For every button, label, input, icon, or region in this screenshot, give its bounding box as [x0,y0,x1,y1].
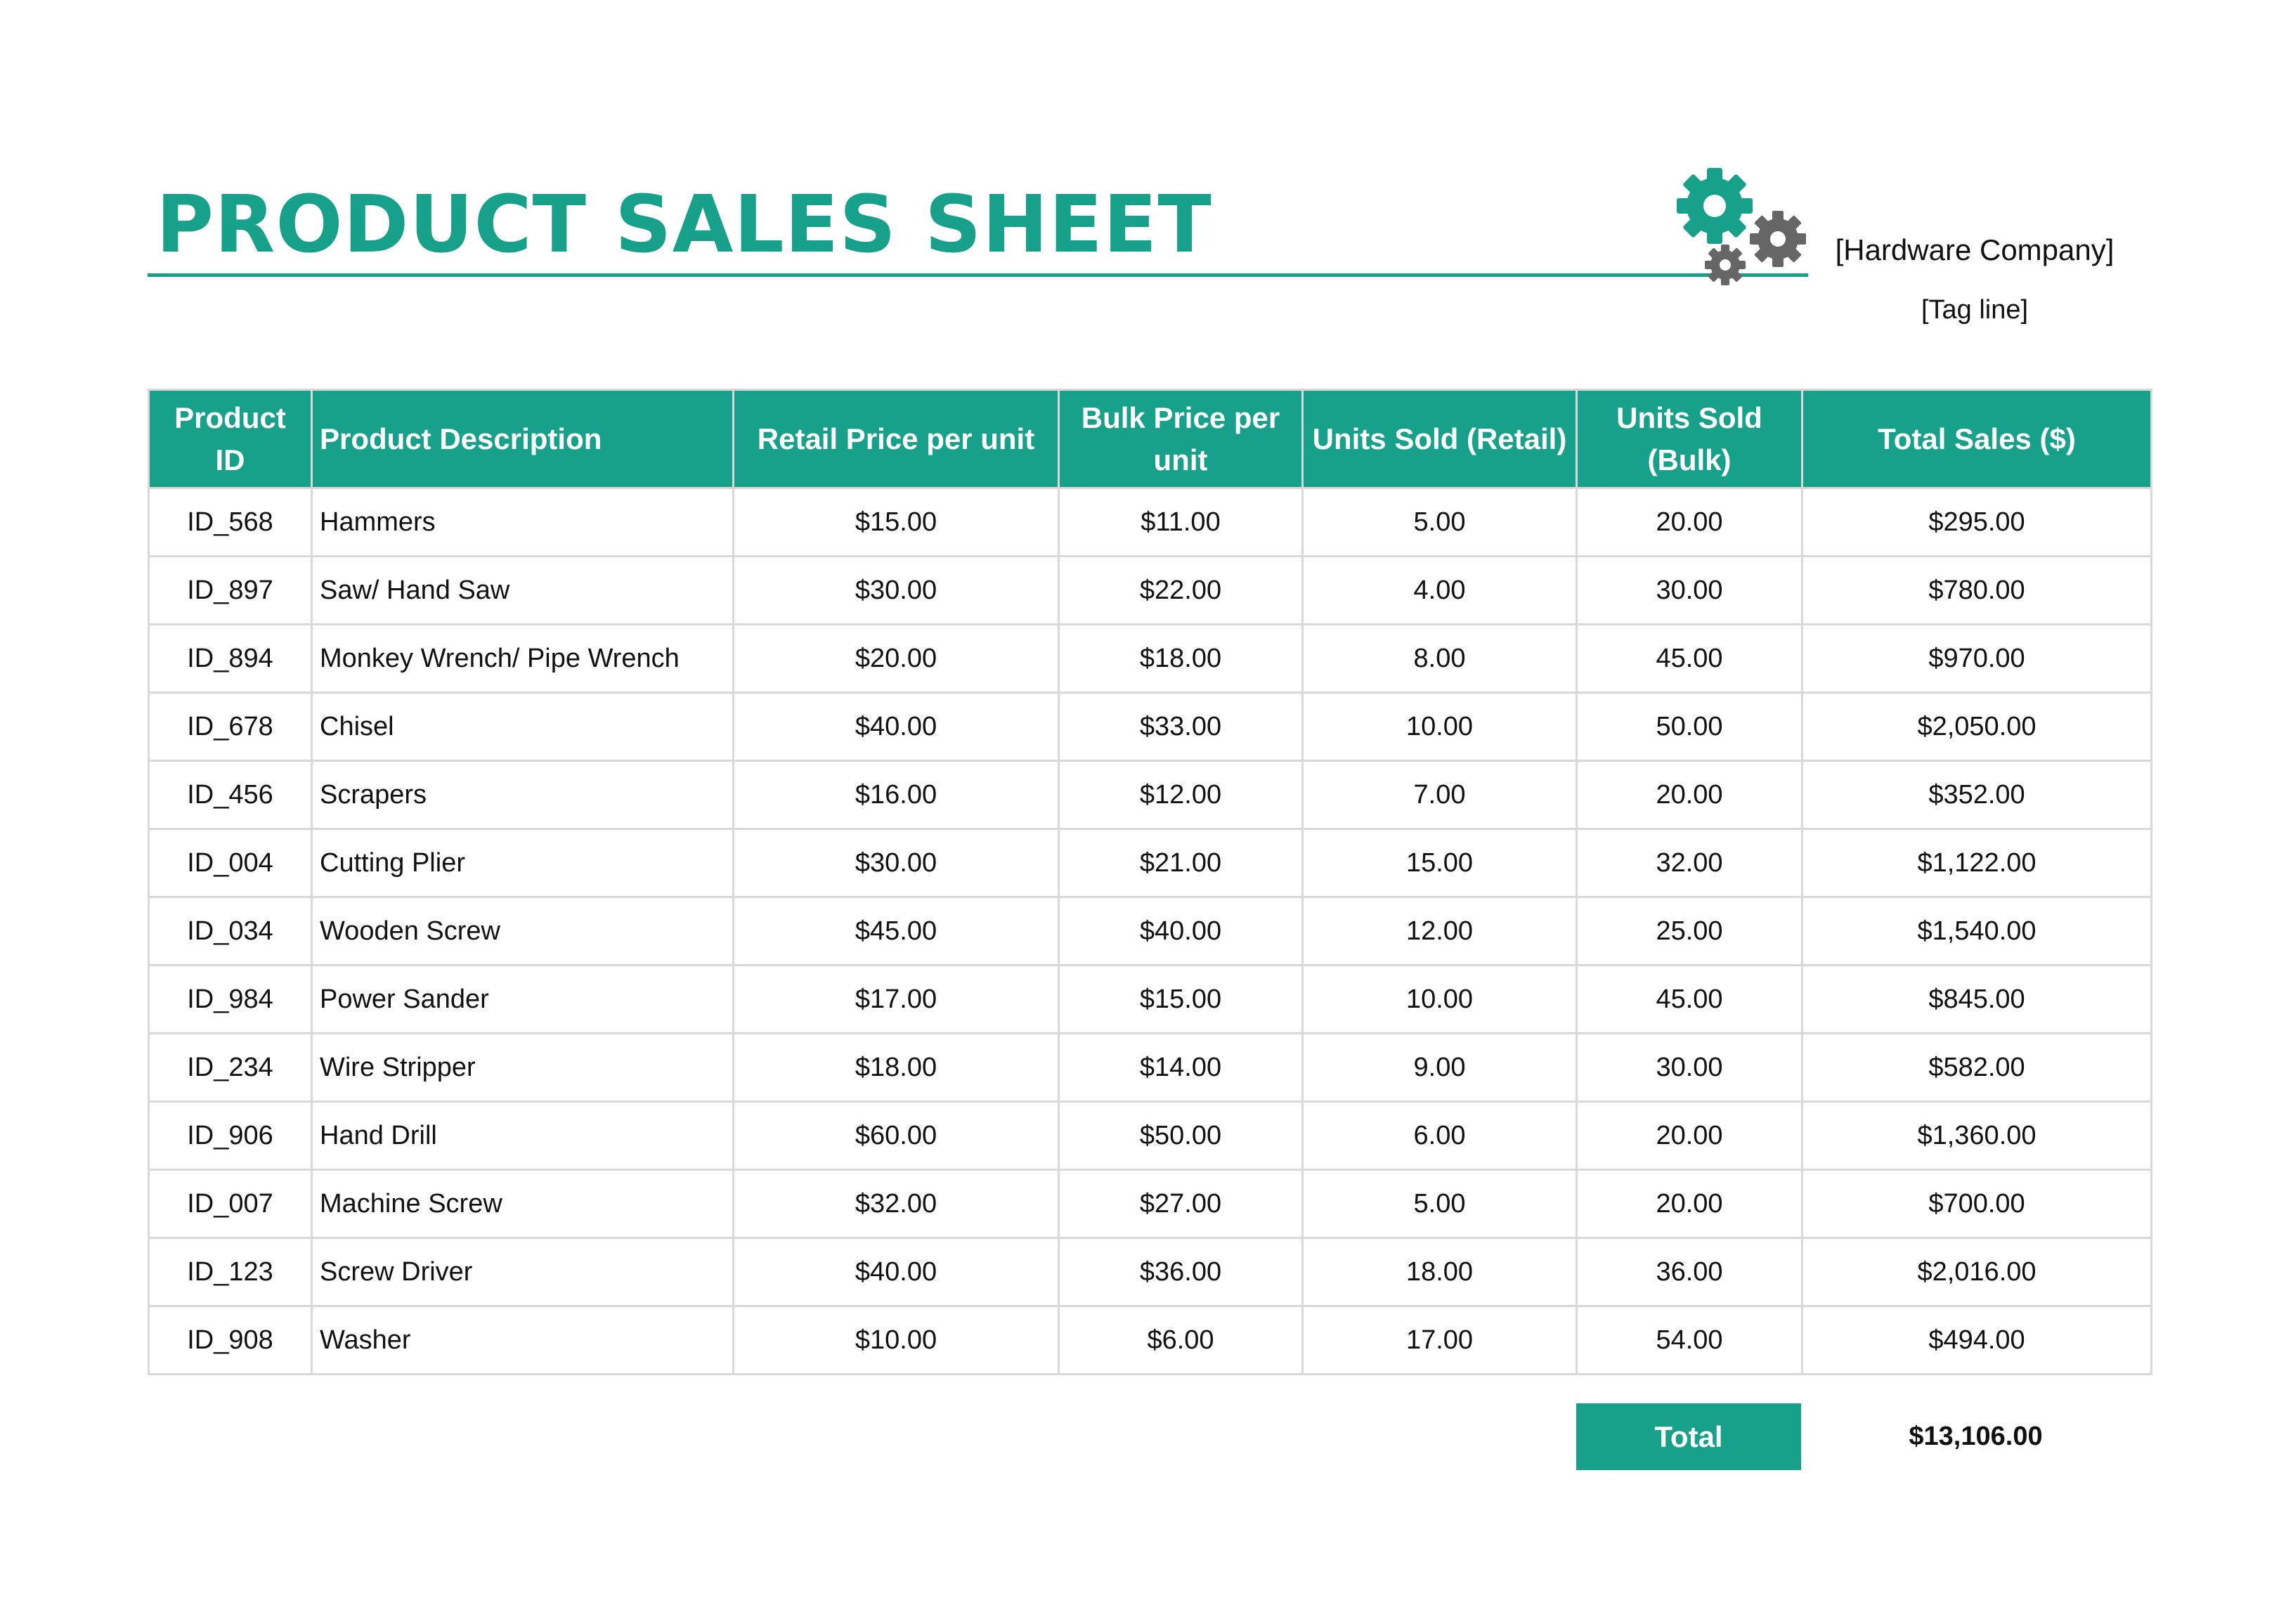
column-header-retail-price[interactable]: Retail Price per unit [734,390,1059,488]
cell-product-id[interactable]: ID_123 [149,1238,312,1306]
cell-units-sold-retail[interactable]: 17.00 [1303,1306,1577,1375]
column-header-units-sold-retail[interactable]: Units Sold (Retail) [1303,390,1577,488]
cell-units-sold-retail[interactable]: 9.00 [1303,1034,1577,1102]
cell-product-id[interactable]: ID_678 [149,693,312,761]
cell-product-description[interactable]: Chisel [312,693,734,761]
cell-bulk-price[interactable]: $12.00 [1059,761,1303,829]
cell-product-description[interactable]: Wooden Screw [312,897,734,966]
cell-units-sold-retail[interactable]: 10.00 [1303,966,1577,1034]
cell-bulk-price[interactable]: $50.00 [1059,1102,1303,1170]
cell-bulk-price[interactable]: $22.00 [1059,557,1303,625]
cell-product-id[interactable]: ID_568 [149,488,312,557]
cell-units-sold-bulk[interactable]: 45.00 [1577,966,1802,1034]
cell-product-id[interactable]: ID_984 [149,966,312,1034]
cell-product-description[interactable]: Cutting Plier [312,829,734,897]
company-name: [Hardware Company] [1835,233,2115,266]
column-header-product-id[interactable]: Product ID [149,390,312,488]
cell-retail-price[interactable]: $32.00 [734,1170,1059,1238]
cell-product-id[interactable]: ID_906 [149,1102,312,1170]
table-row [149,761,2152,829]
cell-product-description[interactable]: Hammers [312,488,734,557]
table-row [149,897,2152,966]
cell-total-sales[interactable]: $1,540.00 [1802,897,2152,966]
table-row [149,693,2152,761]
cell-units-sold-bulk[interactable]: 20.00 [1577,1170,1802,1238]
cell-retail-price[interactable]: $17.00 [734,966,1059,1034]
cell-total-sales[interactable]: $582.00 [1802,1034,2152,1102]
cell-units-sold-bulk[interactable]: 50.00 [1577,693,1802,761]
cell-product-description[interactable]: Wire Stripper [312,1034,734,1102]
column-header-total-sales[interactable]: Total Sales ($) [1802,390,2152,488]
cell-product-id[interactable]: ID_007 [149,1170,312,1238]
cell-product-description[interactable]: Machine Screw [312,1170,734,1238]
medium-gear-icon [1750,211,1806,267]
cell-total-sales[interactable]: $352.00 [1802,761,2152,829]
cell-units-sold-retail[interactable]: 5.00 [1303,1170,1577,1238]
cell-units-sold-bulk[interactable]: 20.00 [1577,761,1802,829]
table-row [149,557,2152,625]
cell-total-sales[interactable]: $970.00 [1802,625,2152,693]
total-value[interactable]: $13,106.00 [1909,1422,2043,1451]
cell-units-sold-bulk[interactable]: 36.00 [1577,1238,1802,1306]
cell-bulk-price[interactable]: $14.00 [1059,1034,1303,1102]
cell-units-sold-bulk[interactable]: 32.00 [1577,829,1802,897]
cell-bulk-price[interactable]: $6.00 [1059,1306,1303,1375]
cell-bulk-price[interactable]: $18.00 [1059,625,1303,693]
cell-units-sold-bulk[interactable]: 30.00 [1577,1034,1802,1102]
cell-product-description[interactable]: Screw Driver [312,1238,734,1306]
cell-product-id[interactable]: ID_897 [149,557,312,625]
cell-units-sold-bulk[interactable]: 30.00 [1577,557,1802,625]
cell-bulk-price[interactable]: $11.00 [1059,488,1303,557]
cell-total-sales[interactable]: $1,360.00 [1802,1102,2152,1170]
cell-bulk-price[interactable]: $27.00 [1059,1170,1303,1238]
cell-bulk-price[interactable]: $21.00 [1059,829,1303,897]
cell-units-sold-retail[interactable]: 7.00 [1303,761,1577,829]
cell-product-description[interactable]: Power Sander [312,966,734,1034]
table-header-row [149,390,2152,488]
cell-retail-price[interactable]: $18.00 [734,1034,1059,1102]
cell-units-sold-retail[interactable]: 4.00 [1303,557,1577,625]
cell-product-description[interactable]: Washer [312,1306,734,1375]
tagline: [Tag line] [1921,295,2029,325]
table-row [149,829,2152,897]
column-header-bulk-price[interactable]: Bulk Price per unit [1059,390,1303,488]
cell-retail-price[interactable]: $45.00 [734,897,1059,966]
cell-retail-price[interactable]: $10.00 [734,1306,1059,1375]
cell-total-sales[interactable]: $1,122.00 [1802,829,2152,897]
cell-total-sales[interactable]: $780.00 [1802,557,2152,625]
large-gear-icon [1677,168,1753,244]
cell-bulk-price[interactable]: $40.00 [1059,897,1303,966]
small-gear-icon [1705,245,1746,285]
cell-retail-price[interactable]: $30.00 [734,557,1059,625]
cell-units-sold-retail[interactable]: 5.00 [1303,488,1577,557]
column-header-units-sold-bulk[interactable]: Units Sold (Bulk) [1577,390,1802,488]
cell-bulk-price[interactable]: $36.00 [1059,1238,1303,1306]
cell-units-sold-bulk[interactable]: 45.00 [1577,625,1802,693]
cell-retail-price[interactable]: $40.00 [734,693,1059,761]
cell-retail-price[interactable]: $60.00 [734,1102,1059,1170]
column-header-product-description[interactable]: Product Description [312,390,734,488]
sales-table [148,389,2152,1375]
gears-icon [1665,158,1820,292]
cell-units-sold-retail[interactable]: 10.00 [1303,693,1577,761]
cell-units-sold-retail[interactable]: 8.00 [1303,625,1577,693]
cell-total-sales[interactable]: $2,016.00 [1802,1238,2152,1306]
cell-total-sales[interactable]: $494.00 [1802,1306,2152,1375]
cell-units-sold-bulk[interactable]: 54.00 [1577,1306,1802,1375]
cell-units-sold-retail[interactable]: 6.00 [1303,1102,1577,1170]
table-row [149,488,2152,557]
cell-product-id[interactable]: ID_894 [149,625,312,693]
page-title: PRODUCT SALES SHEET [156,179,1212,271]
table-row [149,1306,2152,1375]
cell-total-sales[interactable]: $845.00 [1802,966,2152,1034]
cell-units-sold-retail[interactable]: 18.00 [1303,1238,1577,1306]
cell-bulk-price[interactable]: $33.00 [1059,693,1303,761]
cell-product-id[interactable]: ID_234 [149,1034,312,1102]
table-row [149,1238,2152,1306]
total-label: Total [1576,1403,1801,1470]
cell-retail-price[interactable]: $15.00 [734,488,1059,557]
cell-units-sold-bulk[interactable]: 20.00 [1577,488,1802,557]
cell-product-id[interactable]: ID_908 [149,1306,312,1375]
cell-total-sales[interactable]: $295.00 [1802,488,2152,557]
table-row [149,1102,2152,1170]
table-row [149,1034,2152,1102]
cell-product-description[interactable]: Saw/ Hand Saw [312,557,734,625]
cell-units-sold-bulk[interactable]: 20.00 [1577,1102,1802,1170]
cell-product-description[interactable]: Scrapers [312,761,734,829]
cell-retail-price[interactable]: $30.00 [734,829,1059,897]
cell-bulk-price[interactable]: $15.00 [1059,966,1303,1034]
table-row [149,966,2152,1034]
cell-units-sold-retail[interactable]: 12.00 [1303,897,1577,966]
cell-retail-price[interactable]: $16.00 [734,761,1059,829]
cell-product-id[interactable]: ID_004 [149,829,312,897]
table-row [149,1170,2152,1238]
cell-product-id[interactable]: ID_034 [149,897,312,966]
title-underline [148,273,1808,277]
cell-retail-price[interactable]: $40.00 [734,1238,1059,1306]
cell-units-sold-bulk[interactable]: 25.00 [1577,897,1802,966]
cell-product-description[interactable]: Hand Drill [312,1102,734,1170]
cell-product-id[interactable]: ID_456 [149,761,312,829]
cell-total-sales[interactable]: $700.00 [1802,1170,2152,1238]
cell-total-sales[interactable]: $2,050.00 [1802,693,2152,761]
cell-retail-price[interactable]: $20.00 [734,625,1059,693]
table-row [149,625,2152,693]
cell-units-sold-retail[interactable]: 15.00 [1303,829,1577,897]
cell-product-description[interactable]: Monkey Wrench/ Pipe Wrench [312,625,734,693]
